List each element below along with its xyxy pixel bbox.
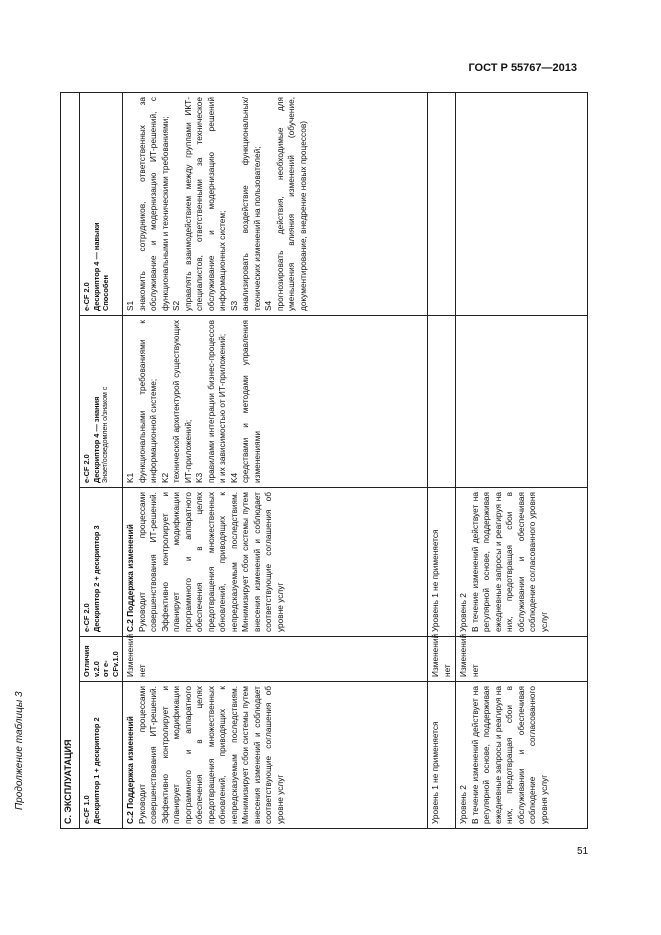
level2-col5-cell bbox=[456, 92, 588, 315]
skill-code-s4: S4 bbox=[263, 300, 273, 311]
header-col5-line3: Способен bbox=[101, 275, 110, 311]
level2-col1-title: Уровень 2 bbox=[458, 785, 468, 824]
competence-table bbox=[60, 92, 588, 829]
skill-text-s2: управлять взаимодействием между группами ИКТ-специалистов, ответственными за техническое обслуживание и модернизацию решений информационных систем; bbox=[182, 96, 227, 311]
c2-col3-cell bbox=[123, 488, 428, 637]
rotated-table-container bbox=[60, 93, 588, 829]
level2-col1-cell bbox=[456, 682, 588, 829]
skill-text-s1: знакомить сотрудников, ответственных за обслуживание и модернизацию ИТ-решений, с функциональными и техническими требованиями; bbox=[136, 96, 170, 311]
page-number: 51 bbox=[577, 846, 589, 857]
header-col4-line1: e-CF 2.0 bbox=[82, 454, 91, 483]
skill-text-s3: анализировать воздействие функциональных/технических изменений на пользователей; bbox=[240, 96, 262, 311]
knowledge-code-k2: K2 bbox=[159, 472, 170, 483]
skill-text-s4: прогнозировать действия, необходимые для уменьшения влияния изменений (обучение, документирование, внедрение новых процессов) bbox=[274, 96, 308, 311]
c2-col3-text: Руководит процессами совершенствования ИТ-решений. Эффективно контролирует и планирует модификации программного и аппаратного обеспечения в целях предотвращения множественных обновлений, приводящих к непредсказуемым последствиям. Минимизирует сбои системы путем внесения изменений и соблюдает соответствующие соглашения об уровне услуг bbox=[136, 492, 285, 632]
header-col4-line2: Дескриптор 4 — знания bbox=[91, 396, 101, 483]
header-col5-line1: e-CF 2.0 bbox=[82, 282, 91, 311]
skill-code-s1: S1 bbox=[125, 300, 135, 311]
header-col1-line1: e-CF 1.0 bbox=[82, 795, 91, 824]
knowledge-text-k2: технической архитектурой существующих ИТ-приложений; bbox=[171, 320, 193, 483]
level2-col3-cell bbox=[456, 488, 588, 637]
c2-col1-text: Руководит процессами совершенствования ИТ-решений. Эффективно контролирует и планирует модификации программного и аппаратного обеспечения в целях предотвращения множественных обновлений, приводящих к непредсказуемым последствиям. Минимизирует сбои системы путем внесения изменений и соблюдает соответствующие соглашения об уровне услуг bbox=[136, 686, 285, 824]
knowledge-text-k4: средствами и методами управления изменениями bbox=[240, 320, 262, 483]
continuation-label: Продолжение таблицы 3 bbox=[14, 691, 25, 810]
header-col5 bbox=[80, 92, 123, 315]
section-title-row bbox=[61, 92, 80, 828]
knowledge-text-k3: правилами интеграции бизнес-процессов и их зависимостью от ИТ-приложений; bbox=[205, 320, 227, 483]
knowledge-code-k1: K1 bbox=[125, 472, 135, 483]
level1-col1-cell: Уровень 1 не применяется bbox=[428, 682, 456, 829]
level1-col5-cell bbox=[428, 92, 456, 315]
level2-col2-cell: Изменений нет bbox=[456, 637, 588, 682]
header-col2 bbox=[80, 637, 123, 682]
knowledge-text-k1: функциональными требованиями к информационной системе; bbox=[136, 320, 158, 483]
c2-col3-title: С.2 Поддержка изменений bbox=[125, 524, 135, 632]
level1-col4-cell bbox=[428, 316, 456, 488]
table-row-level2 bbox=[456, 92, 588, 828]
knowledge-code-k3: K3 bbox=[194, 472, 204, 483]
header-col4-line3: Знает/осведомлен о/знаком с bbox=[102, 386, 109, 483]
header-col3-line2: Дескриптор 2 + дескриптор 3 bbox=[91, 525, 101, 632]
level2-col1-text: В течение изменений действует на регулярной основе, поддерживая ежедневные запросы и реагируя на них, предотвращая сбои в обслуживании и обеспечивая соблюдение согласованного уровня услуг bbox=[469, 686, 549, 824]
section-title: С. ЭКСПЛУАТАЦИЯ bbox=[61, 92, 80, 828]
header-col2-line2: от e-CFv.1.0 bbox=[101, 651, 120, 677]
skill-code-s2: S2 bbox=[171, 300, 181, 311]
header-col4 bbox=[80, 316, 123, 488]
c2-col1-cell bbox=[123, 682, 428, 829]
c2-knowledge-cell bbox=[123, 316, 428, 488]
knowledge-code-k4: K4 bbox=[228, 472, 239, 483]
header-col1 bbox=[80, 682, 123, 829]
header-col2-line1: Отличия v.2.0 bbox=[82, 645, 101, 677]
header-col1-line2: Дескриптор 1 + дескриптор 2 bbox=[91, 717, 101, 824]
level2-col3-title: Уровень 2 bbox=[458, 593, 468, 632]
table-row-level1 bbox=[428, 92, 456, 828]
level2-col4-cell bbox=[456, 316, 588, 488]
skill-code-s3: S3 bbox=[228, 300, 239, 311]
level2-col3-text: В течение изменений действует на регулярной основе, поддерживая ежедневные запросы и реагируя на них, предотвращая сбои в обслуживании и обеспечивая соблюдение согласованного уровня услуг bbox=[469, 492, 549, 632]
header-col3-line1: e-CF 2.0 bbox=[82, 603, 91, 632]
c2-col2-cell bbox=[123, 633, 428, 682]
level1-col2-cell: Изменений нет bbox=[428, 637, 456, 682]
c2-col1-title: С.2 Поддержка изменений bbox=[125, 716, 135, 824]
header-row bbox=[80, 92, 123, 828]
c2-skills-cell bbox=[123, 92, 428, 315]
standard-id: ГОСТ Р 55767—2013 bbox=[468, 62, 577, 74]
c2-col2-text: Изменений нет bbox=[125, 633, 147, 677]
table-row-c2 bbox=[123, 92, 428, 828]
header-col5-line2: Дескриптор 4 — навыки bbox=[91, 222, 101, 311]
level1-col3-cell: Уровень 1 не применяется bbox=[428, 488, 456, 637]
header-col3 bbox=[80, 488, 123, 637]
